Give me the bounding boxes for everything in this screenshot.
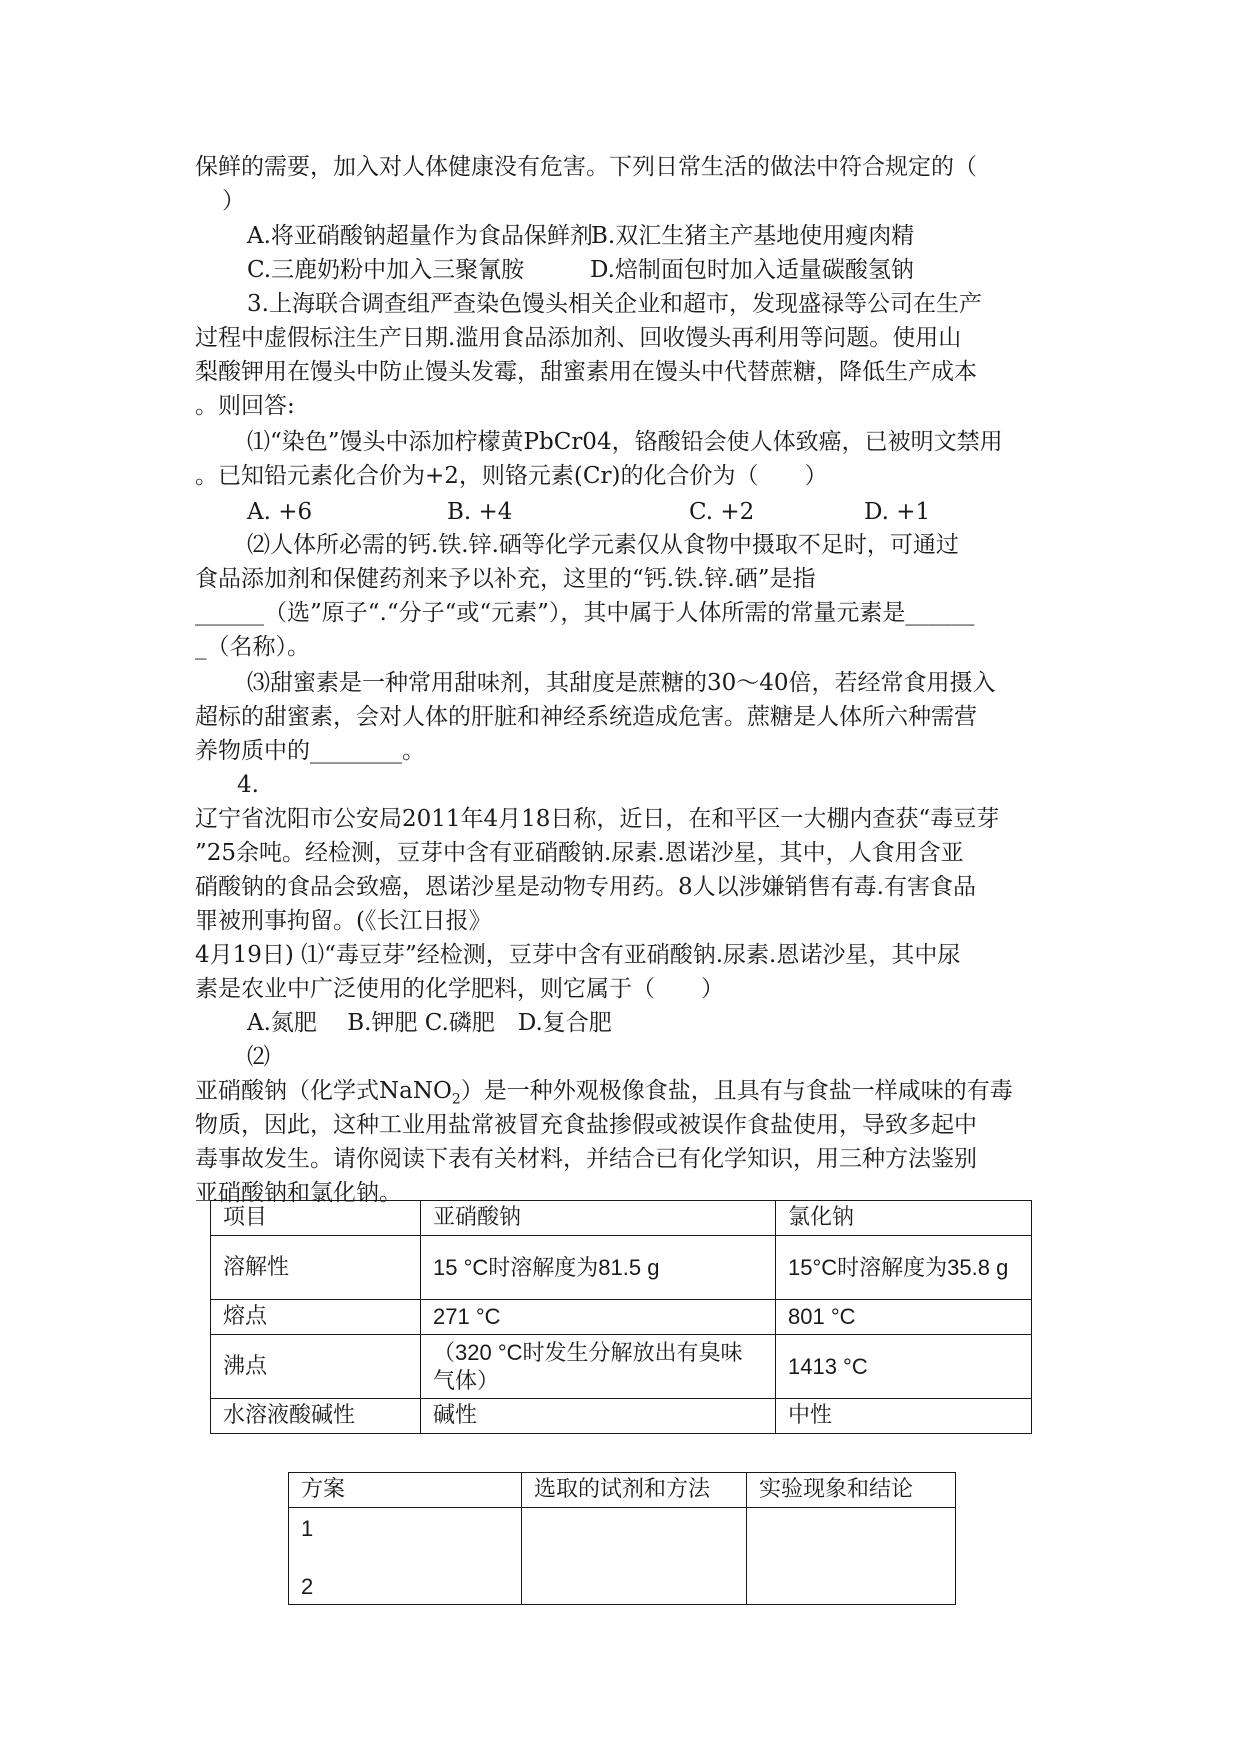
text-line: ______（选”原子“.“分子“或“元素”），其中属于人体所需的常量元素是______ bbox=[195, 600, 975, 626]
text-line: 物质，因此，这种工业用盐常被冒充食盐掺假或被误作食盐使用，导致多起中 bbox=[195, 1112, 977, 1138]
table-cell[interactable] bbox=[747, 1508, 956, 1605]
option-a: A. +6 bbox=[247, 499, 313, 525]
options-line: A.氮肥 B.钾肥 C.磷肥 D.复合肥 bbox=[247, 1010, 612, 1036]
table-cell: 271 °C bbox=[421, 1300, 776, 1335]
text-line: 。已知铅元素化合价为+2，则铬元素(Cr)的化合价为（ ） bbox=[195, 463, 828, 489]
text-line: _（名称）。 bbox=[195, 634, 310, 660]
text-line: 食品添加剂和保健药剂来予以补充，这里的“钙.铁.锌.硒”是指 bbox=[195, 566, 816, 592]
option-d: D.焙制面包时加入适量碳酸氢钠 bbox=[590, 257, 914, 283]
text-line: 过程中虚假标注生产日期.滥用食品添加剂、回收馒头再利用等问题。使用山 bbox=[195, 325, 962, 351]
table-row bbox=[211, 1236, 1032, 1300]
table-cell[interactable] bbox=[522, 1508, 747, 1605]
properties-table bbox=[210, 1200, 1032, 1434]
table-header-cell: 氯化钠 bbox=[776, 1201, 1032, 1236]
text-line: 梨酸钾用在馒头中防止馒头发霉，甜蜜素用在馒头中代替蔗糖，降低生产成本 bbox=[195, 359, 977, 385]
table-header-cell: 亚硝酸钠 bbox=[421, 1201, 776, 1236]
table-header-cell: 实验现象和结论 bbox=[747, 1473, 956, 1508]
text-line: ⑴“染色”馒头中添加柠檬黄PbCr04，铬酸铅会使人体致癌，已被明文禁用 bbox=[247, 429, 1003, 455]
text-line: 毒事故发生。请你阅读下表有关材料，并结合已有化学知识，用三种方法鉴别 bbox=[195, 1146, 977, 1172]
text-line: 3.上海联合调查组严查染色馒头相关企业和超市，发现盛禄等公司在生产 bbox=[247, 291, 982, 317]
table-row bbox=[211, 1300, 1032, 1335]
table-cell: 溶解性 bbox=[211, 1236, 421, 1300]
text-segment: 亚硝酸钠（化学式NaNO bbox=[195, 1078, 452, 1104]
table-row bbox=[211, 1335, 1032, 1399]
table-cell: 熔点 bbox=[211, 1300, 421, 1335]
text-line: 素是农业中广泛使用的化学肥料，则它属于（ ） bbox=[195, 976, 724, 1002]
table-cell: 801 °C bbox=[776, 1300, 1032, 1335]
table-cell bbox=[289, 1508, 522, 1605]
table-cell: 沸点 bbox=[211, 1335, 421, 1399]
text-line: 硝酸钠的食品会致癌，恩诺沙星是动物专用药。8人以涉嫌销售有毒.有害食品 bbox=[195, 874, 976, 900]
table-header-row bbox=[289, 1473, 956, 1508]
text-line: 4月19日) ⑴“毒豆芽”经检测，豆芽中含有亚硝酸钠.尿素.恩诺沙星，其中尿 bbox=[195, 942, 961, 968]
option-b: B. +4 bbox=[447, 499, 513, 525]
text-line: 保鲜的需要，加入对人体健康没有危害。下列日常生活的做法中符合规定的（ bbox=[195, 154, 977, 180]
table-header-cell: 选取的试剂和方法 bbox=[522, 1473, 747, 1508]
text-line: ⑵人体所必需的钙.铁.锌.硒等化学元素仅从食物中摄取不足时，可通过 bbox=[247, 532, 959, 558]
option-c: C.三鹿奶粉中加入三聚氰胺 bbox=[247, 257, 525, 283]
plan-number: 1 bbox=[301, 1516, 314, 1541]
text-line: ⑶甜蜜素是一种常用甜味剂，其甜度是蔗糖的30～40倍，若经常食用摄入 bbox=[247, 670, 996, 696]
formula-subscript: 2 bbox=[451, 1091, 461, 1108]
option-b: B.双汇生猪主产基地使用瘦肉精 bbox=[591, 223, 915, 249]
option-d: D. +1 bbox=[864, 499, 931, 525]
text-line: 罪被刑事拘留。(《长江日报》 bbox=[195, 908, 492, 934]
table-row bbox=[289, 1508, 956, 1605]
table-cell: （320 °C时发生分解放出有臭味气体） bbox=[421, 1335, 776, 1399]
text-line: 辽宁省沈阳市公安局2011年4月18日称，近日，在和平区一大棚内查获“毒豆芽 bbox=[195, 806, 1000, 832]
option-a: A.将亚硝酸钠超量作为食品保鲜剂 bbox=[247, 223, 593, 249]
text-line: 养物质中的________。 bbox=[195, 738, 425, 764]
table-cell: 水溶液酸碱性 bbox=[211, 1399, 421, 1434]
table-header-cell: 方案 bbox=[289, 1473, 522, 1508]
table-header-row bbox=[211, 1201, 1032, 1236]
text-line: ”25余吨。经检测，豆芽中含有亚硝酸钠.尿素.恩诺沙星，其中，人食用含亚 bbox=[195, 840, 964, 866]
text-line: ） bbox=[222, 188, 245, 214]
experiment-table bbox=[288, 1472, 956, 1605]
text-line: 超标的甜蜜素，会对人体的肝脏和神经系统造成危害。蔗糖是人体所六种需营 bbox=[195, 704, 977, 730]
text-segment: ）是一种外观极像食盐，且具有与食盐一样咸味的有毒 bbox=[460, 1078, 1013, 1104]
plan-number: 2 bbox=[301, 1574, 314, 1599]
table-row bbox=[211, 1399, 1032, 1434]
table-cell: 中性 bbox=[776, 1399, 1032, 1434]
option-c: C. +2 bbox=[689, 499, 755, 525]
sub-question-number: ⑵ bbox=[247, 1044, 270, 1070]
table-cell: 15°C时溶解度为35.8 g bbox=[776, 1236, 1032, 1300]
table-cell: 1413 °C bbox=[776, 1335, 1032, 1399]
question-number: 4. bbox=[237, 772, 259, 798]
table-header-cell: 项目 bbox=[211, 1201, 421, 1236]
text-line: 亚硝酸钠和氯化钠。 bbox=[195, 1180, 402, 1206]
table-cell: 15 °C时溶解度为81.5 g bbox=[421, 1236, 776, 1300]
text-line bbox=[195, 1074, 1055, 1108]
text-line: 。则回答: bbox=[195, 393, 295, 419]
table-cell: 碱性 bbox=[421, 1399, 776, 1434]
